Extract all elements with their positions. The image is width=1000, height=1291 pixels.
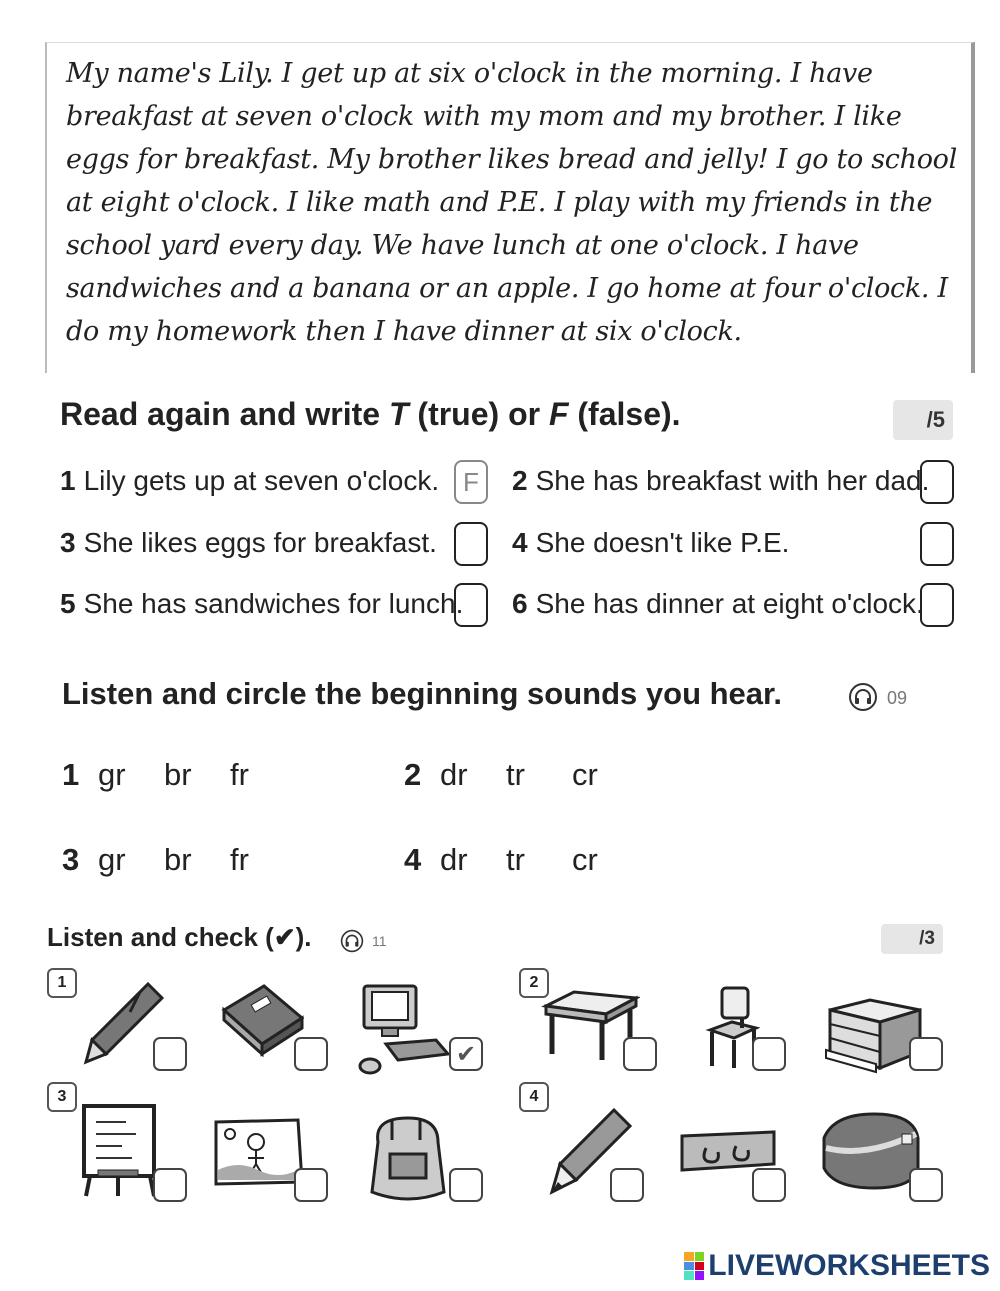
tf-statement-6: 6 She has dinner at eight o'clock. <box>512 588 924 619</box>
checkbox-pencil[interactable] <box>610 1168 644 1202</box>
bag-picture <box>362 1112 452 1204</box>
sound-option[interactable]: tr <box>506 757 525 792</box>
checkbox-drawers[interactable] <box>909 1037 943 1071</box>
sound-option[interactable]: fr <box>230 842 249 877</box>
sound-option[interactable]: fr <box>230 757 249 792</box>
sound-option[interactable]: gr <box>98 842 126 877</box>
checkbox-pencil-case[interactable] <box>909 1168 943 1202</box>
headphones-icon[interactable] <box>848 682 878 712</box>
tf-title: Read again and write T (true) or F (false). <box>60 396 681 432</box>
tf-answer-box-2[interactable] <box>920 460 954 504</box>
tf-answer-box-1[interactable]: F <box>454 460 488 504</box>
group-number-4: 4 <box>519 1082 549 1112</box>
check-title: Listen and check (✔). <box>47 922 312 952</box>
checkbox-board[interactable] <box>153 1168 187 1202</box>
sounds-track-number: 09 <box>887 688 908 708</box>
tf-statement-4: 4 She doesn't like P.E. <box>512 527 790 558</box>
computer-picture <box>356 978 452 1078</box>
sound-option[interactable]: gr <box>98 757 126 792</box>
sound-option[interactable]: cr <box>572 757 598 792</box>
checkbox-table[interactable] <box>623 1037 657 1071</box>
sounds-title: Listen and circle the beginning sounds you hear. <box>62 676 783 711</box>
logo-cube-icon <box>684 1252 704 1280</box>
sound-option[interactable]: tr <box>506 842 525 877</box>
sound-option[interactable]: br <box>164 757 192 792</box>
group-number-2: 2 <box>519 968 549 998</box>
tf-answer-box-5[interactable] <box>454 583 488 627</box>
reading-passage: My name's Lily. I get up at six o'clock in the morning. I have breakfast at seven o'clock with my mom and my brother. I like eggs for breakfast. My brother likes bread and jelly! I go to school at eight o'clock. I like math and P.E. I play with my friends in the school yard every day. We have lunch at one o'clock. I have sandwiches and a banana or an apple. I go home at four o'clock. I do my homework then I have dinner at six o'clock. <box>66 58 957 347</box>
check-track-number: 11 <box>372 933 387 949</box>
tf-statement-1: 1 Lily gets up at seven o'clock. <box>60 465 440 496</box>
sound-option[interactable]: br <box>164 842 192 877</box>
brand-name: LIVEWORKSHEETS <box>708 1249 990 1282</box>
checkbox-book[interactable] <box>294 1037 328 1071</box>
sound-option[interactable]: dr <box>440 757 468 792</box>
checkbox-computer[interactable]: ✔ <box>449 1037 483 1071</box>
checkbox-pen[interactable] <box>153 1037 187 1071</box>
check-score: /3 <box>881 924 943 954</box>
sound-option[interactable]: dr <box>440 842 468 877</box>
tf-statement-3: 3 She likes eggs for breakfast. <box>60 527 437 558</box>
book-picture <box>218 980 304 1066</box>
checkbox-chair[interactable] <box>752 1037 786 1071</box>
sounds-row-2: 2 dr tr cr <box>404 757 638 793</box>
headphones-icon[interactable] <box>340 929 364 953</box>
group-number-1: 1 <box>47 968 77 998</box>
tf-statement-2: 2 She has breakfast with her dad. <box>512 465 930 496</box>
sounds-row-4: 4 dr tr cr <box>404 842 638 878</box>
checkbox-picture[interactable] <box>294 1168 328 1202</box>
sounds-row-1: 1 gr br fr <box>62 757 296 793</box>
sounds-row-3: 3 gr br fr <box>62 842 296 878</box>
tf-score: /5 <box>893 400 953 440</box>
liveworksheets-logo <box>684 1249 990 1283</box>
picture-drawing-picture <box>212 1116 304 1186</box>
checkbox-pegs[interactable] <box>752 1168 786 1202</box>
sound-option[interactable]: cr <box>572 842 598 877</box>
board-picture <box>78 1100 162 1200</box>
tf-statement-5: 5 She has sandwiches for lunch. <box>60 588 464 619</box>
group-number-3: 3 <box>47 1082 77 1112</box>
tf-answer-box-6[interactable] <box>920 583 954 627</box>
tf-answer-box-3[interactable] <box>454 522 488 566</box>
tf-answer-box-4[interactable] <box>920 522 954 566</box>
pencil-case-picture <box>816 1108 924 1194</box>
checkbox-bag[interactable] <box>449 1168 483 1202</box>
